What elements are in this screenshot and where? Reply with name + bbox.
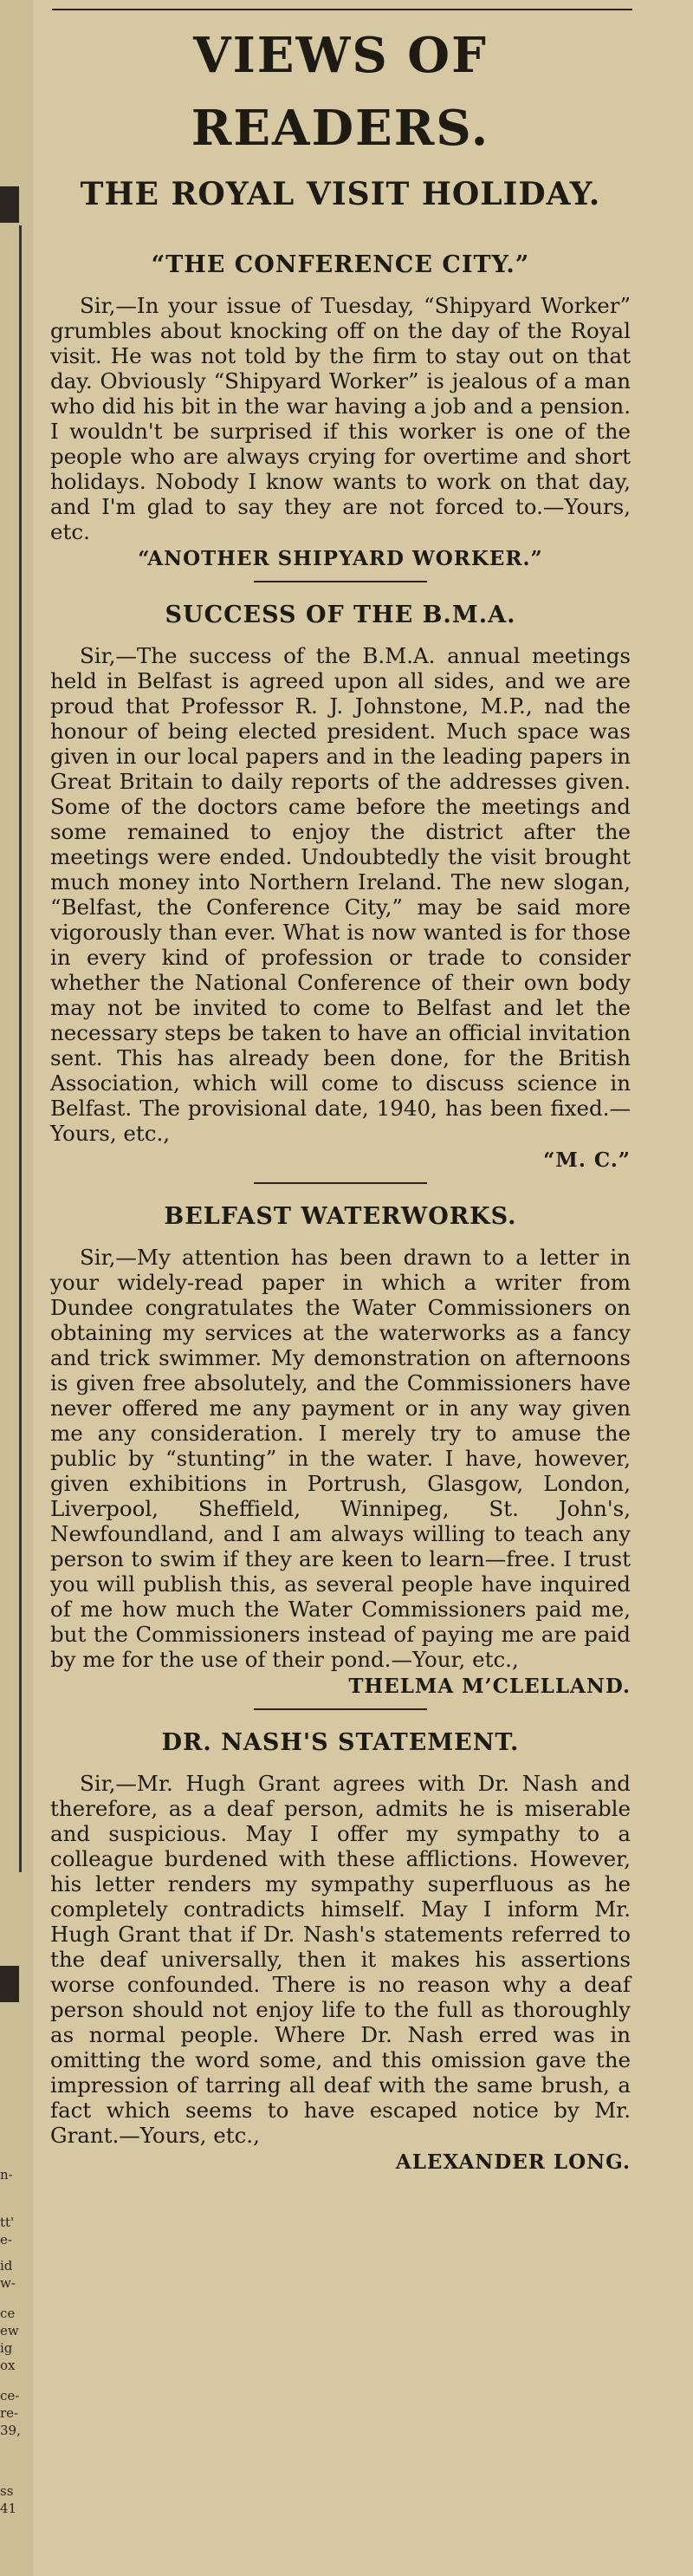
letter-body: Sir,—The success of the B.M.A. annual meetings held in Belfast is agreed upon all sides, and we are proud that Professor R. J. Johnstone, M.P., nad the honour of being elected president. Much space was given in our local papers and in the leading papers in Great Britain to daily reports of the addresses given. Some of the doctors came before the meetings and some remained to enjoy the district after the meetings were ended. Undoubtedly the visit brought much money into Northern Ireland. The new slogan, “Belfast, the Conference City,” may be said more vigorously than ever. What is now wanted is for those in every kind of profession or trade to consider whether the National Conference of their own body may not be invited to come to Belfast and let the necessary steps be taken to have an official invitation sent. This has already been done, for the British Association, which will come to discuss science in Belfast. The provisional date, 1940, has been fixed.—Yours, etc., bbox=[50, 643, 631, 1146]
margin-fragment: e- bbox=[0, 2232, 12, 2247]
letter-body: Sir,—My attention has been drawn to a letter in your widely-read paper in which a writer from Dundee congratulates the Water Commissioners on obtaining my services at the waterworks as a fancy and trick swimmer. My demonstration on afternoons is given free absolutely, and the Commissioners have never offered me any payment or in any way given me any consideration. I merely try to amuse the public by “stunting” in the water. I have, however, given exhibitions in Portrush, Glasgow, London, Liverpool, Sheffield, Winnipeg, St. John's, Newfoundland, and I am always willing to teach any person to swim if they are keen to learn—free. I trust you will publish this, as several people have inquired of me how much the Water Commissioners paid me, but the Commissioners instead of paying me are paid by me for the use of their pond.—Your, etc., bbox=[50, 1245, 631, 1672]
letter-title: BELFAST WATERWORKS. bbox=[164, 1203, 517, 1230]
letter-title: SUCCESS OF THE B.M.A. bbox=[165, 602, 516, 628]
left-margin-strip bbox=[0, 0, 33, 2576]
top-rule bbox=[52, 0, 632, 10]
margin-fragment: tt' bbox=[0, 2215, 15, 2230]
section-divider bbox=[254, 1708, 427, 1710]
letters-column bbox=[50, 19, 631, 2176]
letter-bma bbox=[50, 600, 631, 1184]
section-divider bbox=[254, 581, 427, 582]
margin-block bbox=[0, 1966, 19, 2002]
letter-waterworks bbox=[50, 1201, 631, 1710]
letter-body: Sir,—In your issue of Tuesday, “Shipyard Worker” grumbles about knocking off on the day of the Royal visit. He was not told by the firm to stay out on that day. Obviously “Shipyard Worker” is jealous of a man who did his bit in the war having a job and a pension. I wouldn't be surprised if this worker is one of the people who are always crying for overtime and short holidays. Nobody I know wants to work on that day, and I'm glad to say they are not forced to.—Yours, etc. bbox=[50, 293, 631, 544]
margin-fragment: ss bbox=[0, 2483, 14, 2499]
page-heading: VIEWS OF READERS. bbox=[191, 27, 490, 157]
letter-conference-city bbox=[50, 250, 631, 582]
letter-signature: “M. C.” bbox=[543, 1148, 631, 1172]
letter-title: DR. NASH'S STATEMENT. bbox=[161, 1729, 520, 1756]
margin-fragment: re- bbox=[0, 2405, 19, 2421]
margin-fragment: ce- bbox=[0, 2388, 20, 2404]
margin-fragment: ew bbox=[0, 2323, 19, 2339]
margin-fragment: n- bbox=[0, 2167, 13, 2182]
margin-fragment: ox bbox=[0, 2358, 16, 2373]
section-divider bbox=[254, 1182, 427, 1184]
letter-dr-nash bbox=[50, 1727, 631, 2176]
letter-signature: THELMA M’CLELLAND. bbox=[348, 1675, 631, 1698]
margin-fragment: id bbox=[0, 2258, 13, 2274]
margin-fragment: ig bbox=[0, 2340, 13, 2356]
margin-block bbox=[0, 186, 19, 223]
letter-body: Sir,—Mr. Hugh Grant agrees with Dr. Nash and therefore, as a deaf person, admits he is miserable and suspicious. May I offer my sympathy to a colleague burdened with these afflictions. However, his letter renders my sympathy superfluous as he completely contradicts himself. May I inform Mr. Hugh Grant that if Dr. Nash's statements referred to the deaf universally, then it makes his assertions worse confounded. There is no reason why a deaf person should not enjoy life to the full as thoroughly as normal people. Where Dr. Nash erred was in omitting the word some, and this omission gave the impression of tarring all deaf with the same brush, a fact which seems to have escaped notice by Mr. Grant.—Yours, etc., bbox=[50, 1771, 631, 2148]
margin-fragment: 41 bbox=[0, 2501, 17, 2516]
margin-fragment: ce bbox=[0, 2306, 16, 2321]
margin-fragment: w- bbox=[0, 2275, 16, 2291]
margin-fragment: 39, bbox=[0, 2423, 21, 2438]
column-rule bbox=[19, 225, 22, 1872]
letter-signature: ALEXANDER LONG. bbox=[395, 2150, 631, 2174]
page-subheading: THE ROYAL VISIT HOLIDAY. bbox=[80, 176, 601, 212]
letter-title: “THE CONFERENCE CITY.” bbox=[151, 251, 530, 278]
letter-signature: “ANOTHER SHIPYARD WORKER.” bbox=[138, 547, 543, 570]
